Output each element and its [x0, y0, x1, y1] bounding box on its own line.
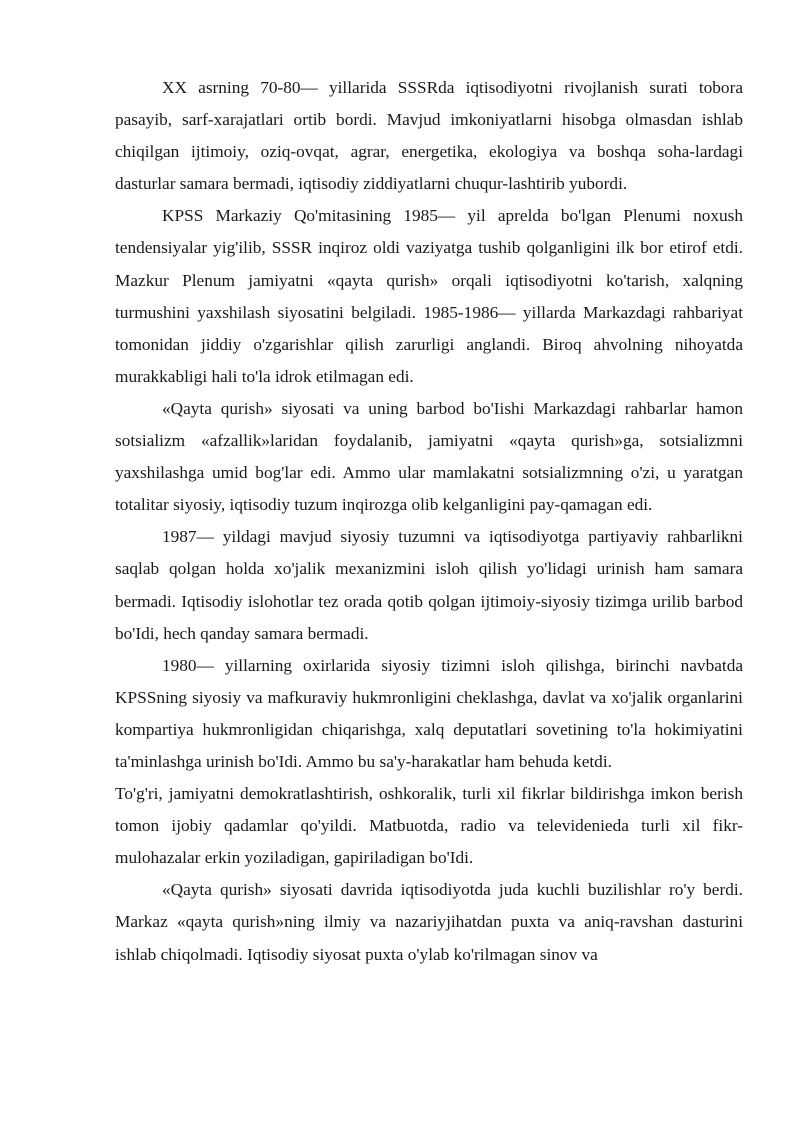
paragraph-7: «Qayta qurish» siyosati davrida iqtisodiyotda juda kuchli buzilishlar ro'y berdi. Markaz «qayta qurish»ning ilmiy va nazariyjihatdan puxta va aniq-ravshan dasturini ishlab chiqolmadi. Iqtisodiy siyosat puxta o'ylab ko'rilmagan sinov va: [115, 880, 743, 964]
paragraph-1: XX asrning 70-80— yillarida SSSRda iqtisodiyotni rivojlanish surati tobora pasayib, sarf-xarajatlari ortib bordi. Mavjud imkoniyatlarni hisobga olmasdan ishlab chiqilgan ijtimoiy, oziq-ovqat, agrar, energetika, ekologiya va boshqa soha-lardagi dasturlar samara bermadi, iqtisodiy ziddiyatlarni chuqur-lashtirib yubordi.: [115, 78, 743, 194]
paragraph-3: «Qayta qurish» siyosati va uning barbod bo'Iishi Markazdagi rahbarlar hamon sotsializm «afzallik»laridan foydalanib, jamiyatni «qayta qurish»ga, sotsializmni yaxshilashga umid bog'lar edi. Ammo ular mamlakatni sotsializmning o'zi, u yaratgan totalitar siyosiy, iqtisodiy tuzum inqirozga olib kelganligini pay-qamagan edi.: [115, 398, 743, 515]
paragraph-4: 1987— yildagi mavjud siyosiy tuzumni va iqtisodiyotga partiyaviy rahbarlikni saqlab qolgan holda xo'jalik mexanizmini isloh qilish yo'lidagi urinish ham samara bermadi. Iqtisodiy islohotlar tez orada qotib qolgan ijtimoiy-siyosiy tizimga urilib barbod bo'Idi, hech qanday samara bermadi.: [115, 527, 743, 643]
document-page: [115, 72, 743, 971]
paragraph-5: 1980— yillarning oxirlarida siyosiy tizimni isloh qilishga, birinchi navbatda KPSSning siyosiy va mafkuraviy hukmronligini cheklashga, davlat va xo'jalik organlarini kompartiya hukmronligidan chiqarishga, xalq deputatlari sovetining to'la hokimiyatini ta'minlashga urinish bo'Idi. Ammo bu sa'y-harakatlar ham behuda ketdi.: [115, 655, 743, 771]
paragraph-6: To'g'ri, jamiyatni demokratlashtirish, oshkoralik, turli xil fikrlar bildirishga imkon berish tomon ijobiy qadamlar qo'yildi. Matbuotda, radio va televidenieda turli xil fikr-mulohazalar erkin yoziladigan, gapiriladigan bo'Idi.: [115, 784, 743, 868]
paragraph-2: KPSS Markaziy Qo'mitasining 1985— yil aprelda bo'lgan Plenumi noxush tendensiyalar yig'ilib, SSSR inqiroz oldi vaziyatga tushib qolganligini ilk bor etirof etdi. Mazkur Plenum jamiyatni «qayta qurish» orqali iqtisodiyotni ko'tarish, xalqning turmushini yaxshilash siyosatini belgiladi. 1985-1986— yillarda Markazdagi rahbariyat tomonidan jiddiy o'zgarishlar qilish zarurligi anglandi. Biroq ahvolning nihoyatda murakkabligi hali to'la idrok etilmagan edi.: [115, 206, 743, 386]
